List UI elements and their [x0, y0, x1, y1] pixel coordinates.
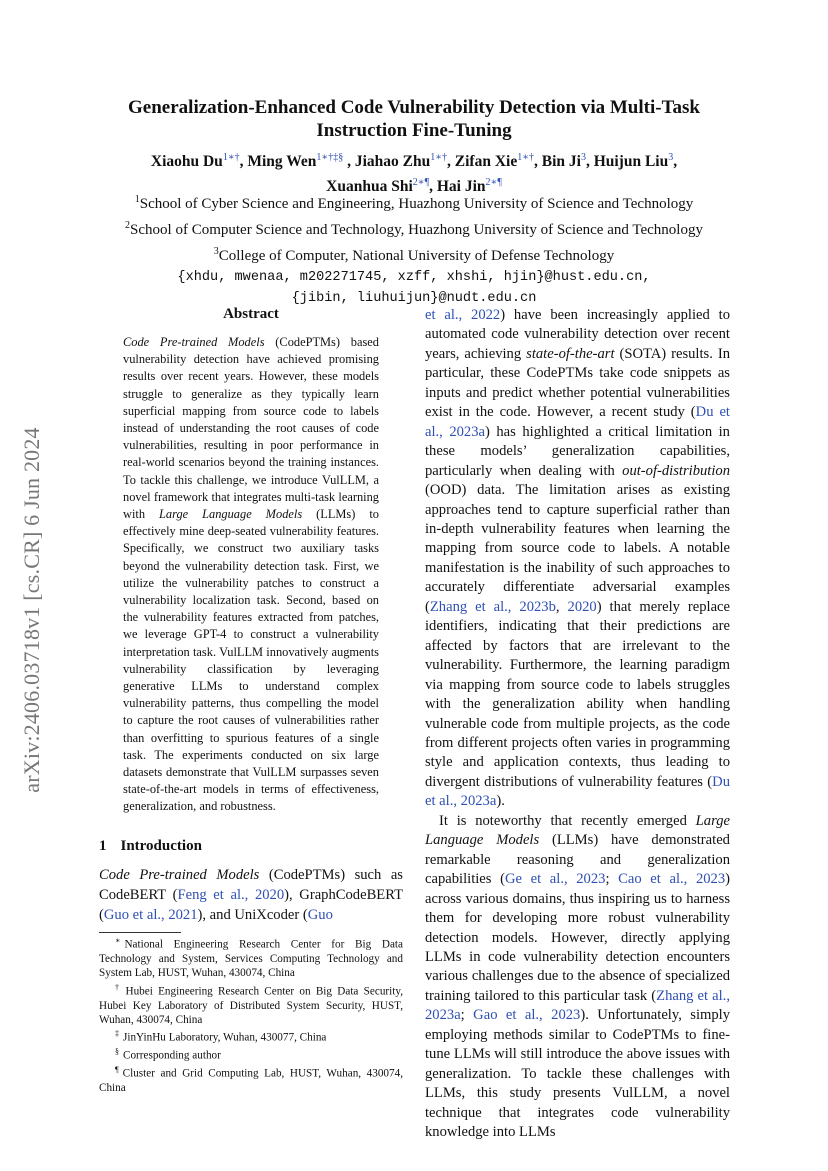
- arxiv-sidebar: [10, 375, 54, 845]
- author-name: Huijun Liu: [593, 153, 669, 171]
- author-marks[interactable]: 1∗†: [517, 152, 534, 163]
- citation-link[interactable]: Guo et al., 2021: [103, 907, 198, 923]
- author-marks[interactable]: 2∗¶: [412, 177, 430, 189]
- author-name: Hai Jin: [436, 178, 486, 196]
- citation-link[interactable]: Du et al., 2023a: [425, 773, 730, 810]
- citation-link[interactable]: Gao et al., 2023: [473, 1007, 581, 1024]
- author-marks[interactable]: 1∗†‡§: [316, 152, 344, 163]
- paragraph: et al., 2022) have been increasingly applied to automated code vulnerability detection over recent years, achieving state-of-the-art (SOTA) results. In particular, these CodePTMs take code snippets as inputs and predict whether potential vulnerabilities exist in the code. However, a recent study (Du et al., 2023a) has highlighted a critical limitation in these models’ generalization capabilities, particularly when dealing with out-of-distribution (OOD) data. The limitation arises as existing approaches tend to capture superficial rather than in-depth vulnerability features when learning the mapping from source code to labels. A notable manifestation is the inability of such approaches to accurately differentiate adversarial examples (Zhang et al., 2023b, 2020) that merely replace identifiers, indicating that their predictions are affected by factors that are irrelevant to the vulnerability. Furthermore, the learning paradigm via mapping from source code to labels struggles with the generalization ability when handling vulnerable code from multiple projects, as the code from different projects often varies in programming style and application contexts, thus leading to divergent distributions of vulnerability features (Du et al., 2023a).: [425, 307, 731, 810]
- paper-title: [100, 96, 728, 142]
- right-column-text: [425, 306, 730, 1142]
- intro-paragraph: Code Pre-trained Models (CodePTMs) such as CodeBERT (Feng et al., 2020), GraphCodeBERT (Guo et al., 2021), and UniXcoder (Guo: [99, 867, 403, 923]
- footnote: § Corresponding author: [115, 1047, 221, 1063]
- affiliation-3: $^3$College of Computer, National University of Defense Technology: [213, 246, 615, 264]
- footnote-divider: [99, 932, 181, 933]
- author-name: Xuanhua Shi: [326, 178, 413, 196]
- title-line-1: Generalization-Enhanced Code Vulnerability Detection via Multi-Task: [128, 97, 700, 118]
- citation-link[interactable]: Zhang et al., 2023b: [429, 598, 556, 615]
- title-line-2: Instruction Fine-Tuning: [316, 120, 512, 141]
- paragraph: It is noteworthy that recently emerged Large Language Models (LLMs) have demonstrated remarkable reasoning and generalization capabilities (Ge et al., 2023; Cao et al., 2023) across various domains, thus inspiring us to harness them for developing more robust vulnerability detection models. However, directly applying LLMs in code vulnerability detection encounters various challenges due to the absence of specialized training tailored to this particular task (Zhang et al., 2023a; Gao et al., 2023). Unfortunately, simply employing methods similar to CodePTMs to fine-tune LLMs will still introduce the above issues with generalization. To tackle these challenges with LLMs, this study presents VulLLM, a novel technique that integrates code vulnerability knowledge into LLMs: [425, 812, 731, 1141]
- citation-link[interactable]: Feng et al., 2020: [177, 887, 285, 903]
- author-name: Xiaohu Du: [150, 153, 223, 171]
- author-marks[interactable]: 3: [668, 152, 674, 163]
- citation-link[interactable]: Cao et al., 2023: [618, 871, 726, 888]
- affiliation-2: $^2$School of Computer Science and Technology, Huazhong University of Science and Technology: [125, 220, 703, 238]
- citation-link[interactable]: et al., 2022: [425, 307, 501, 323]
- citation-link[interactable]: 2020: [567, 598, 597, 615]
- section-title: Introduction: [120, 838, 202, 854]
- citation-link[interactable]: Du et al., 2023a: [425, 404, 730, 440]
- email-line-1: {xhdu, mwenaa, m202271745, xzff, xhshi, hjin}@hust.edu.cn,: [177, 270, 651, 285]
- footnotes: [99, 934, 403, 1096]
- author-marks[interactable]: 1∗†: [222, 152, 240, 163]
- author-marks[interactable]: 1∗†: [430, 152, 448, 163]
- footnote: ∗ National Engineering Research Center for Big Data Technology and System, Services Computing Technology and System Lab, HUST, Wuhan, 430074, China: [99, 936, 403, 980]
- footnote: ‡ JinYinHu Laboratory, Wuhan, 430077, China: [115, 1029, 327, 1044]
- author-marks[interactable]: 3: [580, 152, 586, 163]
- affiliations: [60, 189, 768, 309]
- affiliation-1: $^1$School of Cyber Science and Engineering, Huazhong University of Science and Technology: [134, 194, 694, 212]
- author-name: Zifan Xie: [454, 153, 518, 171]
- author-list: Xiaohu $Du^{1∗\dagger}$, Ming Wen$^{1∗\dagger\ddagger\S}$ , Jiahao Zhu$^{1∗\dagger}$, Zifan Xie$^{1∗\dagger}$, Bin Ji$^3$, Huijun Liu$^3$, Xuanhua Shi$^{2∗\P}$, Hai Jin$^{2∗\P}$: [150, 152, 678, 196]
- section-heading-introduction: [99, 838, 202, 855]
- footnote: ¶ Cluster and Grid Computing Lab, HUST, Wuhan, 430074, China: [99, 1065, 403, 1095]
- email-line-2: {jibin, liuhuijun}@nudt.edu.cn: [291, 291, 537, 306]
- author-name: Ming Wen: [247, 153, 317, 171]
- abstract-body: Code Pre-trained Models (CodePTMs) based vulnerability detection have achieved promising results over recent years. However, these models struggle to generalize as they typically learn superficial mapping from source code to labels instead of understanding the root causes of code vulnerabilities, resulting in poor performance in real-world scenarios beyond the training instances. To tackle this challenge, we introduce VulLLM, a novel framework that integrates multi-task learning with Large Language Models (LLMs) to effectively mine deep-seated vulnerability features. Specifically, we construct two auxiliary tasks beyond the vulnerability detection task. First, we utilize the vulnerability patches to construct a vulnerability localization task. Second, based on the vulnerability features extracted from patches, we leverage GPT-4 to construct a vulnerability interpretation task. VulLLM innovatively augments vulnerability classification by leveraging generative LLMs to understand complex vulnerability patterns, thus compelling the model to capture the root causes of vulnerabilities rather than overfitting to spurious features of a single task. The experiments conducted on six large datasets demonstrate that VulLLM surpasses seven state-of-the-art models in terms of effectiveness, generalization, and robustness.: [123, 335, 379, 814]
- citation-link[interactable]: Zhang et al., 2023a: [425, 987, 730, 1024]
- citation-link[interactable]: Guo: [307, 907, 333, 923]
- author-name: Jiahao Zhu: [354, 153, 431, 171]
- author-name: Bin Ji: [541, 153, 581, 171]
- section-number: 1: [99, 838, 107, 854]
- author-marks[interactable]: 2∗¶: [485, 177, 502, 189]
- footnote: † Hubei Engineering Research Center on Big Data Security, Hubei Key Laboratory of Distributed System Security, HUST, Wuhan, 430074, China: [99, 982, 404, 1026]
- abstract-heading: Abstract: [223, 306, 279, 322]
- citation-link[interactable]: Ge et al., 2023: [504, 871, 606, 888]
- arxiv-identifier: arXiv:2406.03718v1 [cs.CR] 6 Jun 2024: [19, 427, 44, 793]
